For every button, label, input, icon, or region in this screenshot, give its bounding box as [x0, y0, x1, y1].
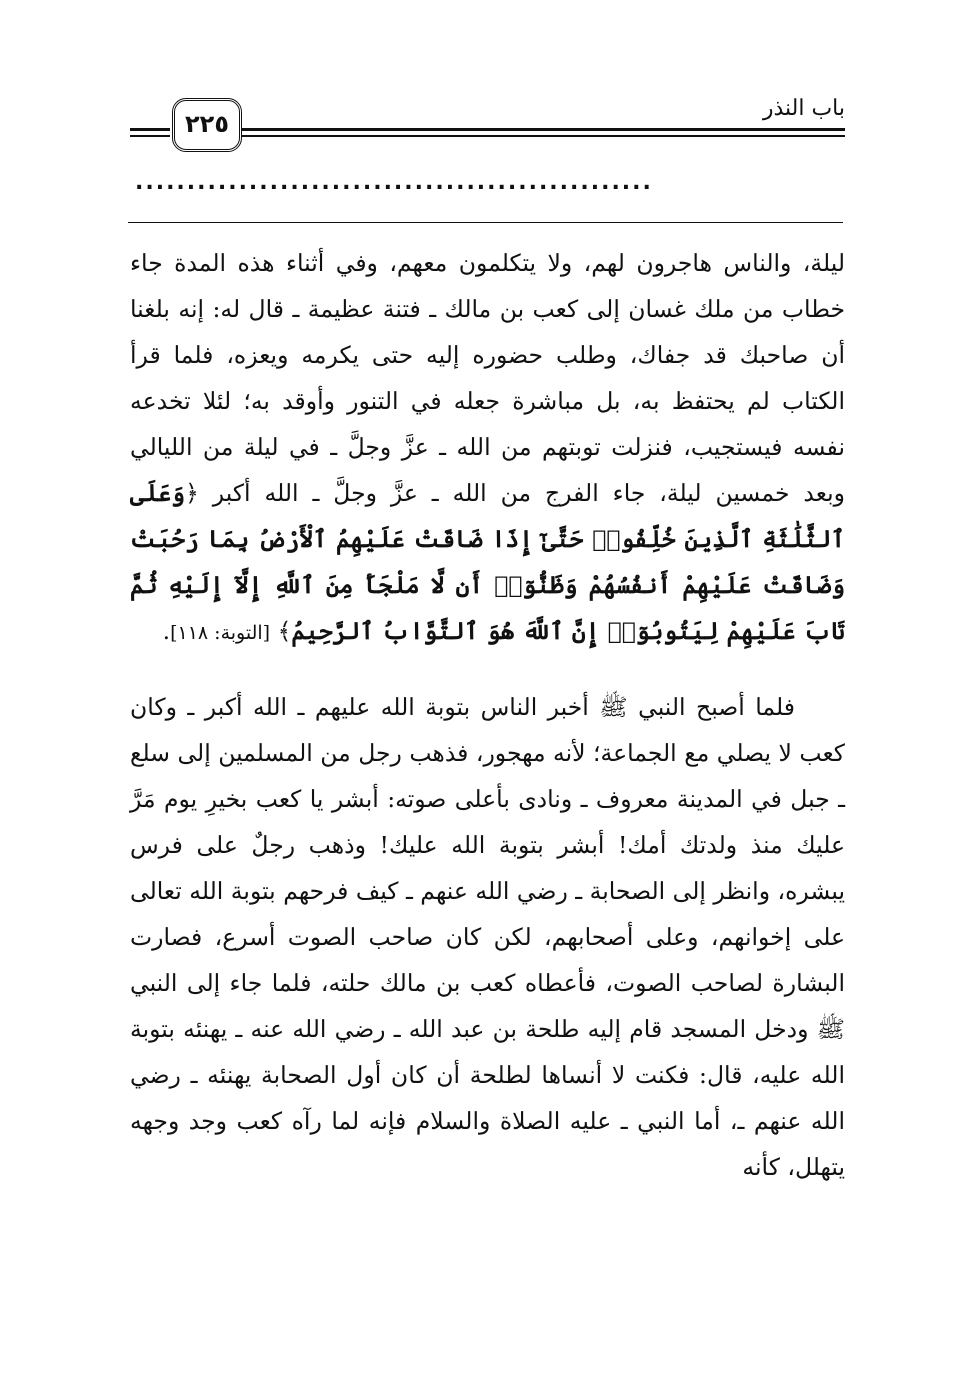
header-rule-left-thin [130, 136, 170, 137]
header-rule-right [238, 128, 845, 136]
footnote-continuation-dots: .................................................. [135, 170, 653, 195]
paragraph-1 [130, 240, 845, 656]
page-number: ٢٢٥ [172, 98, 242, 152]
header-rule-right-thin [238, 136, 845, 137]
chapter-title: باب النذر [762, 96, 845, 121]
header-rule-left [130, 128, 170, 136]
quran-brace-open: ﴿ [185, 479, 199, 507]
verse-reference: [التوبة: ١١٨] [170, 622, 271, 644]
main-text [130, 240, 845, 1190]
paragraph-2: فلما أصبح النبي ﷺ أخبر الناس بتوبة الله عليهم ـ الله أكبر ـ وكان كعب لا يصلي مع الجماعة؛ لأنه مهجور، فذهب رجل من المسلمين إلى سلع ـ جبل في المدينة معروف ـ ونادى بأعلى صوته: أبشر يا كعب بخيرِ يوم مَرَّ عليك منذ ولدتك أمك! أبشر بتوبة الله عليك! وذهب رجلٌ على فرس يبشره، وانظر إلى الصحابة ـ رضي الله عنهم ـ كيف فرحهم بتوبة الله تعالى على إخوانهم، وعلى أصحابهم، لكن كان صاحب الصوت أسرع، فصارت البشارة لصاحب الصوت، فأعطاه كعب بن مالك حلته، فلما جاء إلى النبي ﷺ ودخل المسجد قام إليه طلحة بن عبد الله ـ رضي الله عنه ـ يهنئه بتوبة الله عليه، قال: فكنت لا أنساها لطلحة أن كان أول الصحابة يهنئه ـ رضي الله عنهم ـ، أما النبي ـ عليه الصلاة والسلام فإنه لما رآه كعب وجد وجهه يتهلل، كأنه [130, 693, 845, 1181]
quran-verse: وَعَلَى ٱلثَّلَٰثَةِ ٱلَّذِينَ خُلِّفُوا۟ حَتَّىٰٓ إِذَا ضَاقَتْ عَلَيْهِمُ ٱلْأَرْضُ بِمَا رَحُبَتْ وَضَاقَتْ عَلَيْهِمْ أَنفُسُهُمْ وَظَنُّوٓا۟ أَن لَّا مَلْجَأَ مِنَ ٱللَّهِ إِلَّآ إِلَيْهِ ثُمَّ تَابَ عَلَيْهِمْ لِيَتُوبُوٓا۟ إِنَّ ٱللَّهَ هُوَ ٱلتَّوَّابُ ٱلرَّحِيمُ [130, 479, 845, 645]
paragraph-1-period: . [162, 617, 171, 645]
footnote-separator-rule [128, 222, 843, 223]
page-header [130, 88, 845, 148]
quran-brace-close: ﴾ [277, 617, 292, 645]
paragraph-1-text: ليلة، والناس هاجرون لهم، ولا يتكلمون معهم، وفي أثناء هذه المدة جاء خطاب من ملك غسان إلى كعب بن مالك ـ فتنة عظيمة ـ قال له: إنه بلغنا أن صاحبك قد جفاك، وطلب حضوره إليه حتى يكرمه ويعزه، فلما قرأ الكتاب لم يحتفظ به، بل مباشرة جعله في التنور وأوقد به؛ لئلا تخدعه نفسه فيستجيب، فنزلت توبتهم من الله ـ عزَّ وجلَّ ـ في ليلة من الليالي وبعد خمسين ليلة، جاء الفرج من الله ـ عزَّ وجلَّ ـ الله أكبر [130, 249, 845, 507]
